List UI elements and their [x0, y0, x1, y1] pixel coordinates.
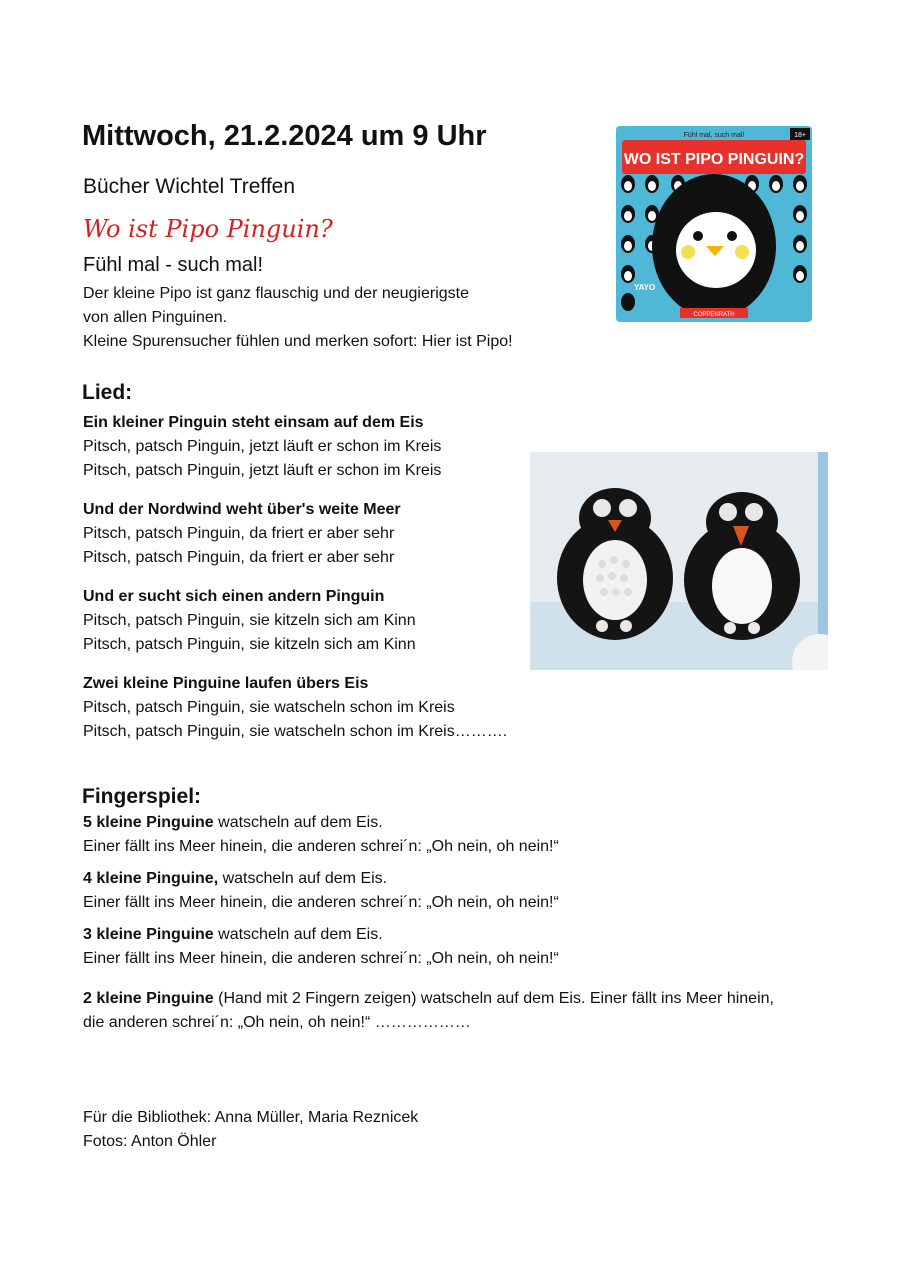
stanza-line: Einer fällt ins Meer hinein, die anderen schrei´n: „Oh nein, oh nein!“ [83, 838, 559, 855]
credits-photos: Fotos: Anton Öhler [83, 1133, 217, 1150]
stanza-count: 3 kleine Pinguine [83, 926, 214, 943]
fingerspiel-heading: Fingerspiel: [82, 785, 202, 808]
verse-line: Pitsch, patsch Pinguin, jetzt läuft er schon im Kreis [83, 438, 442, 455]
fingerspiel-stanza [83, 923, 559, 971]
credits-library: Für die Bibliothek: Anna Müller, Maria Reznicek [83, 1109, 419, 1126]
book-title: Wo ist Pipo Pinguin? [83, 215, 333, 243]
penguin-craft-photo [530, 452, 828, 670]
stanza-count: 4 kleine Pinguine, [83, 870, 219, 887]
verse-line: Pitsch, patsch Pinguin, sie kitzeln sich am Kinn [83, 612, 416, 629]
verse-line: Pitsch, patsch Pinguin, sie kitzeln sich am Kinn [83, 636, 416, 653]
verse-line: Pitsch, patsch Pinguin, jetzt läuft er schon im Kreis [83, 462, 442, 479]
verse-line: Und er sucht sich einen andern Pinguin [83, 588, 385, 605]
stanza-text: watscheln auf dem Eis. [213, 926, 383, 943]
stanza-line [83, 923, 559, 947]
verse-line: Ein kleiner Pinguin steht einsam auf dem Eis [83, 414, 424, 431]
fingerspiel-stanza [83, 867, 559, 915]
verse-line: Pitsch, patsch Pinguin, sie watscheln schon im Kreis [83, 699, 455, 716]
fingerspiel-stanza [83, 811, 559, 859]
book-tagline: Fühl mal - such mal! [83, 254, 264, 276]
description-line: von allen Pinguinen. [83, 309, 228, 326]
cover-top-text: Fühl mal, such mal! [683, 132, 745, 139]
cover-brand: YAYO [634, 283, 656, 292]
age-badge: 18+ [794, 132, 806, 139]
stanza-line [83, 811, 559, 835]
cover-publisher: COPPENRATH [693, 312, 735, 318]
stanza-line: Einer fällt ins Meer hinein, die anderen schrei´n: „Oh nein, oh nein!“ [83, 894, 559, 911]
cover-title: WO IST PIPO PINGUIN? [623, 151, 805, 168]
stanza-line [83, 987, 774, 1011]
stanza-line: Einer fällt ins Meer hinein, die anderen schrei´n: „Oh nein, oh nein!“ [83, 950, 559, 967]
verse-line: Und der Nordwind weht über's weite Meer [83, 501, 401, 518]
fingerspiel-stanza [83, 987, 774, 1035]
song-heading: Lied: [82, 381, 133, 404]
stanza-line [83, 867, 559, 891]
verse-line: Pitsch, patsch Pinguin, da friert er aber sehr [83, 525, 395, 542]
song-verse [83, 498, 401, 570]
stanza-text: watscheln auf dem Eis. [218, 870, 388, 887]
song-verse [83, 585, 416, 657]
stanza-count: 2 kleine Pinguine [83, 990, 214, 1007]
stanza-text: watscheln auf dem Eis. [213, 814, 383, 831]
credits [83, 1106, 418, 1154]
stanza-text: (Hand mit 2 Fingern zeigen) watscheln auf dem Eis. Einer fällt ins Meer hinein, [213, 990, 774, 1007]
book-description [83, 282, 513, 354]
song-verse [83, 411, 441, 483]
verse-line: Pitsch, patsch Pinguin, da friert er aber sehr [83, 549, 395, 566]
song-verse [83, 672, 507, 744]
verse-line: Zwei kleine Pinguine laufen übers Eis [83, 675, 369, 692]
book-cover-image [616, 126, 812, 322]
event-subtitle: Bücher Wichtel Treffen [83, 175, 296, 198]
event-date-title: Mittwoch, 21.2.2024 um 9 Uhr [82, 120, 487, 152]
description-line: Der kleine Pipo ist ganz flauschig und der neugierigste [83, 285, 470, 302]
description-line: Kleine Spurensucher fühlen und merken sofort: Hier ist Pipo! [83, 333, 513, 350]
stanza-line: die anderen schrei´n: „Oh nein, oh nein!“ ……………… [83, 1014, 471, 1031]
verse-line: Pitsch, patsch Pinguin, sie watscheln schon im Kreis………. [83, 723, 508, 740]
stanza-count: 5 kleine Pinguine [83, 814, 214, 831]
